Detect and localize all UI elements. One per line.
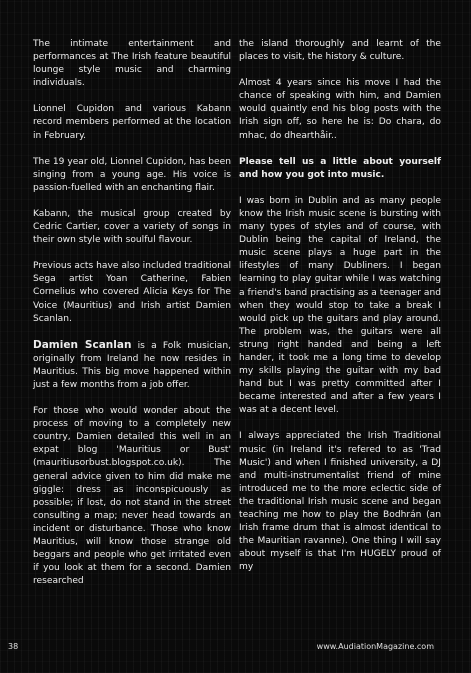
paragraph: I always appreciated the Irish Traditional music (in Ireland it's refered to as 'Trad Music') and when I finished university, a DJ and multi-instrumentalist friend of mine introduced me to the more eclectic side of the traditional Irish music scene and began teaching me how to play the Bodhrán (an Irish frame drum that is almost identical to the Mauritian ravanne). One thing I will say about myself is that I'm HUGELY proud of my (239, 431, 441, 573)
paragraph: I was born in Dublin and as many people know the Irish music scene is bursting with many types of styles and of course, with Dublin being the capital of Ireland, the music scene plays a huge part in the lifestyles of many Dubliners. I began learning to play guitar while I was watching a friend's band practising as a teenager and when they would stop to take a break I would pick up the guitars and play around. The problem was, the guitars were all strung right handed and being a left hander, it took me a long time to develop my skills playing the guitar with my bad hand but I was pretty committed after I became interested and after a few years I was at a decent level. (239, 195, 441, 416)
interview-question: Please tell us a little about yourself and how you got into music. (239, 156, 441, 180)
artist-name-lead: Damien Scanlan (33, 338, 132, 351)
paragraph: The intimate entertainment and performances at The Irish feature beautiful lounge style music and charming individuals. (33, 39, 231, 89)
paragraph: Previous acts have also included traditional Sega artist Yoan Catherine, Fabien Cornelius who covered Alicia Keys for The Voice (Mauritius) and Irish artist Damien Scanlan. (33, 261, 231, 324)
paragraph: Lionnel Cupidon and various Kabann record members performed at the location in February. (33, 104, 231, 141)
page-number: 38 (8, 642, 19, 651)
right-column (239, 38, 441, 587)
paragraph: The 19 year old, Lionnel Cupidon, has been singing from a young age. His voice is passion-fuelled with an enchanting flair. (33, 156, 231, 193)
paragraph-text: is a Folk musician, originally from Ireland he now resides in Mauritius. This big move happened within just a few months from a job offer. (33, 340, 231, 390)
website-link[interactable]: www.AudiationMagazine.com (316, 642, 434, 651)
paragraph: Kabann, the musical group created by Cedric Cartier, cover a variety of songs in their own style with soulful flavour. (33, 208, 231, 246)
paragraph: the island thoroughly and learnt of the places to visit, the history & culture. (239, 39, 441, 63)
paragraph: For those who would wonder about the process of moving to a completely new country, Damien detailed this well in an expat blog 'Mauritius or Bust' (mauritiusorbust.blogspot.co.uk). The general advice given to him did make me giggle: dress as inconspicuously as possible; if lost, do not stand in the street consulting a map; never head towards an incident or disturbance. Those who know Mauritius, will know those strange old beggars and people who get irritated even if you look at them for a second. Damien researched (33, 406, 231, 587)
paragraph: Almost 4 years since his move I had the chance of speaking with him, and Damien would quaintly end his blog posts with the Irish sign off, so here he is: Do chara, do mhac, do dhearthåir.. (239, 78, 441, 141)
paragraph (33, 339, 231, 392)
left-column (33, 38, 231, 601)
